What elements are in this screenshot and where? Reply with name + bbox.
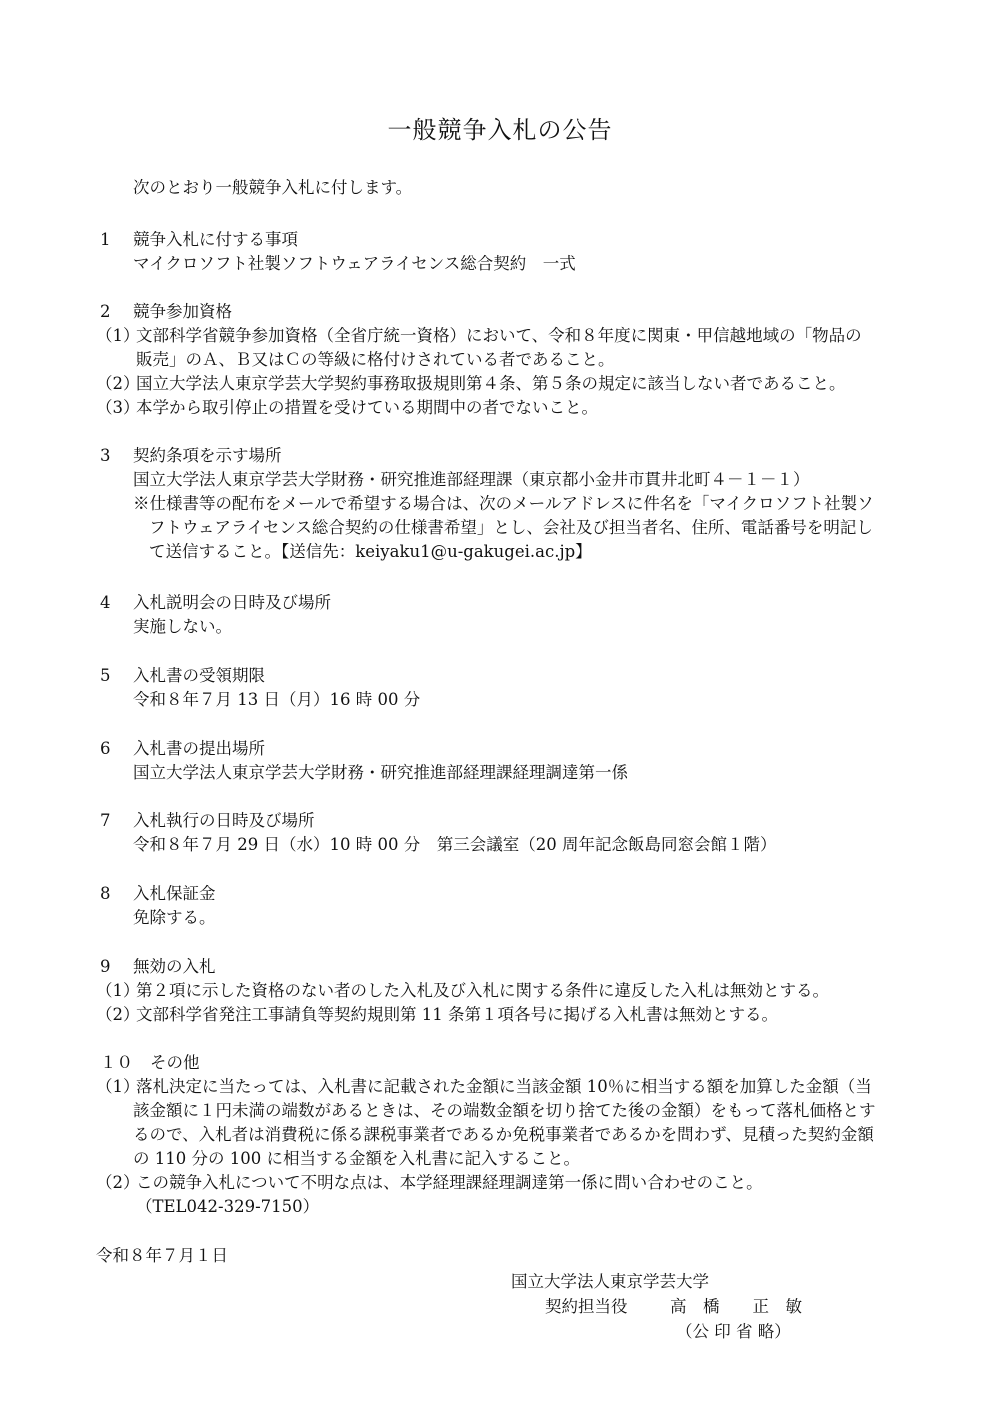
section-10-item-1-label: （1） <box>96 1077 140 1096</box>
section-2-item-2-line: 国立大学法人東京学芸大学契約事務取扱規則第４条、第５条の規定に該当しない者であること。 <box>136 374 846 393</box>
contract-officer-role: 契約担当役 <box>545 1297 628 1316</box>
seal-omitted-note: （公 印 省 略） <box>676 1322 791 1341</box>
section-4-line: 実施しない。 <box>133 617 232 636</box>
section-9-item-2-line: 文部科学省発注工事請負等契約規則第 11 条第１項各号に掲げる入札書は無効とする。 <box>136 1005 778 1024</box>
section-9-item-2-label: （2） <box>96 1005 140 1024</box>
section-6-heading: 入札書の提出場所 <box>133 739 265 758</box>
section-7-line: 令和８年７月 29 日（水）10 時 00 分 第三会議室（20 周年記念飯島同窓会館１階） <box>133 835 777 854</box>
section-2-item-3-label: （3） <box>96 398 140 417</box>
section-4-number: 4 <box>100 593 111 612</box>
section-5-number: 5 <box>100 666 111 685</box>
section-1-number: 1 <box>100 230 111 249</box>
section-2-item-2-label: （2） <box>96 374 140 393</box>
organization-name: 国立大学法人東京学芸大学 <box>511 1272 709 1291</box>
section-6-line: 国立大学法人東京学芸大学財務・研究推進部経理課経理調達第一係 <box>133 763 628 782</box>
section-1-line: マイクロソフト社製ソフトウェアライセンス総合契約 一式 <box>133 254 576 273</box>
section-8-line: 免除する。 <box>133 908 216 927</box>
section-2-item-1-line: 販売」のＡ、Ｂ又はＣの等級に格付けされている者であること。 <box>136 350 615 369</box>
section-3-note: て送信すること。【送信先：keiyaku1@u-gakugei.ac.jp】 <box>149 542 592 561</box>
section-7-number: 7 <box>100 811 111 830</box>
section-9-item-1-label: （1） <box>96 981 140 1000</box>
section-5-line: 令和８年７月 13 日（月）16 時 00 分 <box>133 690 421 709</box>
section-3-number: 3 <box>100 446 111 465</box>
section-10-heading: その他 <box>150 1053 200 1072</box>
section-8-heading: 入札保証金 <box>133 884 216 903</box>
section-3-note: ※仕様書等の配布をメールで希望する場合は、次のメールアドレスに件名を「マイクロソフト社製ソ <box>133 494 874 513</box>
section-10-number: １０ <box>100 1053 133 1072</box>
section-2-number: 2 <box>100 302 111 321</box>
section-6-number: 6 <box>100 739 111 758</box>
section-9-item-1-line: 第２項に示した資格のない者のした入札及び入札に関する条件に違反した入札は無効とする。 <box>136 981 829 1000</box>
section-8-number: 8 <box>100 884 111 903</box>
section-10-item-2-line: この競争入札について不明な点は、本学経理課経理調達第一係に問い合わせのこと。 <box>136 1173 763 1192</box>
section-3-line: 国立大学法人東京学芸大学財務・研究推進部経理課（東京都小金井市貫井北町４－１－１） <box>133 470 810 489</box>
contract-officer-name: 高 橋 正 敏 <box>670 1297 802 1316</box>
section-2-item-1-line: 文部科学省競争参加資格（全省庁統一資格）において、令和８年度に関東・甲信越地域の「物品の <box>136 326 862 345</box>
section-10-item-2-label: （2） <box>96 1173 140 1192</box>
section-10-item-1-line: 落札決定に当たっては、入札書に記載された金額に当該金額 10％に相当する額を加算した金額（当 <box>136 1077 872 1096</box>
section-2-item-3-line: 本学から取引停止の措置を受けている期間中の者でないこと。 <box>136 398 598 417</box>
notice-date: 令和８年７月１日 <box>96 1246 228 1265</box>
section-3-heading: 契約条項を示す場所 <box>133 446 282 465</box>
section-10-item-1-line: るので、入札者は消費税に係る課税事業者であるか免税事業者であるかを問わず、見積った契約金額 <box>133 1125 874 1144</box>
section-10-item-1-line: 該金額に１円未満の端数があるときは、その端数金額を切り捨てた後の金額）をもって落札価格とす <box>133 1101 876 1120</box>
contact-phone: （TEL042-329-7150） <box>136 1197 320 1216</box>
section-2-heading: 競争参加資格 <box>133 302 232 321</box>
section-7-heading: 入札執行の日時及び場所 <box>133 811 315 830</box>
section-2-item-1-label: （1） <box>96 326 140 345</box>
section-10-item-1-line: の 110 分の 100 に相当する金額を入札書に記入すること。 <box>133 1149 580 1168</box>
section-4-heading: 入札説明会の日時及び場所 <box>133 593 331 612</box>
document-title: 一般競争入札の公告 <box>387 116 613 144</box>
section-1-heading: 競争入札に付する事項 <box>133 230 298 249</box>
section-3-note: フトウェアライセンス総合契約の仕様書希望」とし、会社及び担当者名、住所、電話番号を明記し <box>149 518 873 537</box>
intro-text: 次のとおり一般競争入札に付します。 <box>133 178 413 197</box>
section-9-number: 9 <box>100 957 111 976</box>
section-5-heading: 入札書の受領期限 <box>133 666 265 685</box>
section-9-heading: 無効の入札 <box>133 957 216 976</box>
